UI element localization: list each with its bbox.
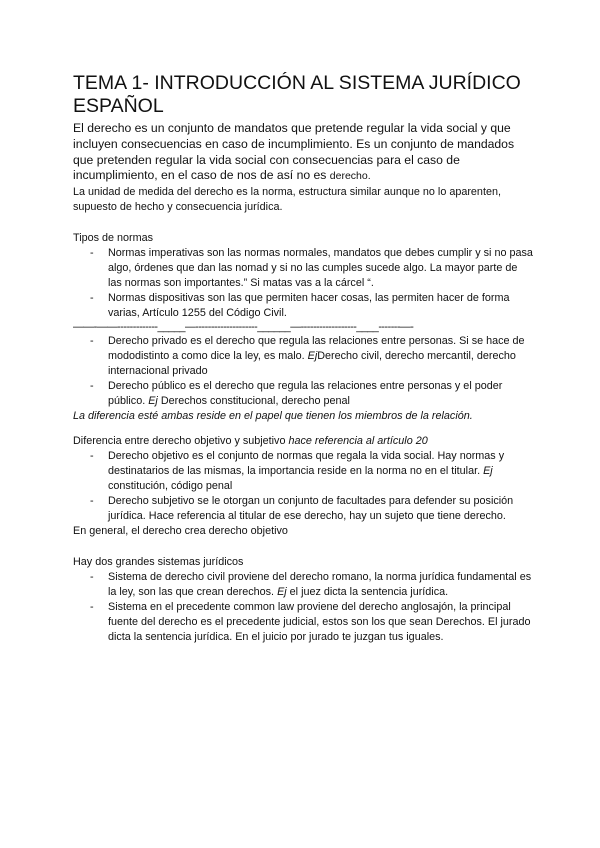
dash-bullet: -: [90, 450, 94, 463]
intro-main-text: El derecho es un conjunto de mandatos que pretende regular la vida social y que incluyen consecuencias en caso de incumplimiento. Es un conjunto de mandados que pretenden regular la vida social con consecuencias para el caso de incumplimiento, en el caso de nos de así no es: [73, 121, 515, 183]
dash-bullet: -: [90, 247, 94, 260]
list-item: [73, 494, 533, 524]
intro-tail-text: derecho.: [329, 170, 371, 183]
relation-note-text: La diferencia esté ambas reside en el papel que tienen los miembros de la relación.: [73, 410, 473, 423]
list-item-text: Derecho público es el derecho que regula las relaciones entre personas y el poder público.: [108, 380, 503, 408]
tipos-list: [73, 246, 533, 321]
list-item-text: Sistema en el precedente common law proviene del derecho anglosajón, la principal fuente del derecho es el precedente judicial, estos son los que sean Derechos. El jurado dicta la sentencia jurídica. En el juicio por jurado te juzgan tus iguales.: [108, 601, 531, 644]
dash-bullet: -: [90, 292, 94, 305]
list-item-text: Normas imperativas son las normas normales, mandatos que debes cumplir y si no pasa algo, órdenes que dan las nomad y si no las cumples sucede algo. La mayor parte de las normas son importantes.” Si matas vas a la cárcel “.: [108, 247, 533, 290]
objetivo-heading: [73, 434, 533, 449]
objetivo-list: [73, 449, 533, 524]
list-item-text: Normas dispositivas son las que permiten hacer cosas, las permiten hacer de forma varias, Artículo 1255 del Código Civil.: [108, 292, 510, 320]
list-item: [73, 600, 533, 645]
list-item: [73, 379, 533, 409]
dashed-divider: ——-——-------------_____—--------------------______—------------------____-------—-: [73, 321, 414, 334]
example-label: Ej: [483, 465, 493, 478]
page-title: TEMA 1- INTRODUCCIÓN AL SISTEMA JURÍDICO ESPAÑOL: [73, 72, 521, 117]
document-page: [73, 72, 533, 645]
example-label: Ej: [277, 586, 287, 599]
list-item-text: Derecho objetivo es el conjunto de normas que regala la vida social. Hay normas y destinatarios de las mismas, la importancia reside en la norma no en el titular.: [108, 450, 505, 478]
sistemas-heading: Hay dos grandes sistemas jurídicos: [73, 556, 244, 569]
list-item: [73, 570, 533, 600]
dash-bullet: -: [90, 601, 94, 614]
list-item-rest: Derechos constitucional, derecho penal: [157, 395, 350, 408]
objetivo-conclusion: En general, el derecho crea derecho objetivo: [73, 525, 288, 538]
example-label: Ej: [307, 350, 318, 363]
relation-note: [73, 409, 533, 424]
list-item: [73, 246, 533, 291]
list-item: [73, 291, 533, 321]
intro-paragraph: [73, 121, 533, 185]
example-label: Ej: [148, 395, 158, 408]
list-item-rest: constitución, código penal: [108, 480, 233, 493]
dash-bullet: -: [90, 380, 94, 393]
article-reference: hace referencia al artículo 20: [288, 435, 428, 448]
sistemas-list: [73, 570, 533, 645]
dash-bullet: -: [90, 335, 94, 348]
dash-bullet: -: [90, 495, 94, 508]
list-item-rest: el juez dicta la sentencia jurídica.: [286, 586, 449, 599]
privado-publico-list: [73, 334, 533, 409]
list-item-text: Derecho subjetivo se le otorgan un conjunto de facultades para defender su posición jurídica. Hace referencia al titular de ese derecho, hay un sujeto que tiene derecho.: [108, 495, 514, 523]
objetivo-heading-text: Diferencia entre derecho objetivo y subjetivo: [73, 435, 289, 448]
unit-paragraph: La unidad de medida del derecho es la norma, estructura similar aunque no lo aparenten, supuesto de hecho y consecuencia jurídica.: [73, 186, 501, 214]
list-item-rest: Derecho civil, derecho mercantil, derecho internacional privado: [108, 350, 516, 378]
list-item: [73, 449, 533, 494]
dash-bullet: -: [90, 571, 94, 584]
list-item-text: Derecho privado es el derecho que regula las relaciones entre personas. Si se hace de mododistinto a como dice la ley, es malo.: [108, 335, 525, 363]
list-item: [73, 334, 533, 379]
list-item-text: Sistema de derecho civil proviene del derecho romano, la norma jurídica fundamental es la ley, son las que crean derechos.: [108, 571, 532, 599]
tipos-heading: Tipos de normas: [73, 232, 154, 245]
